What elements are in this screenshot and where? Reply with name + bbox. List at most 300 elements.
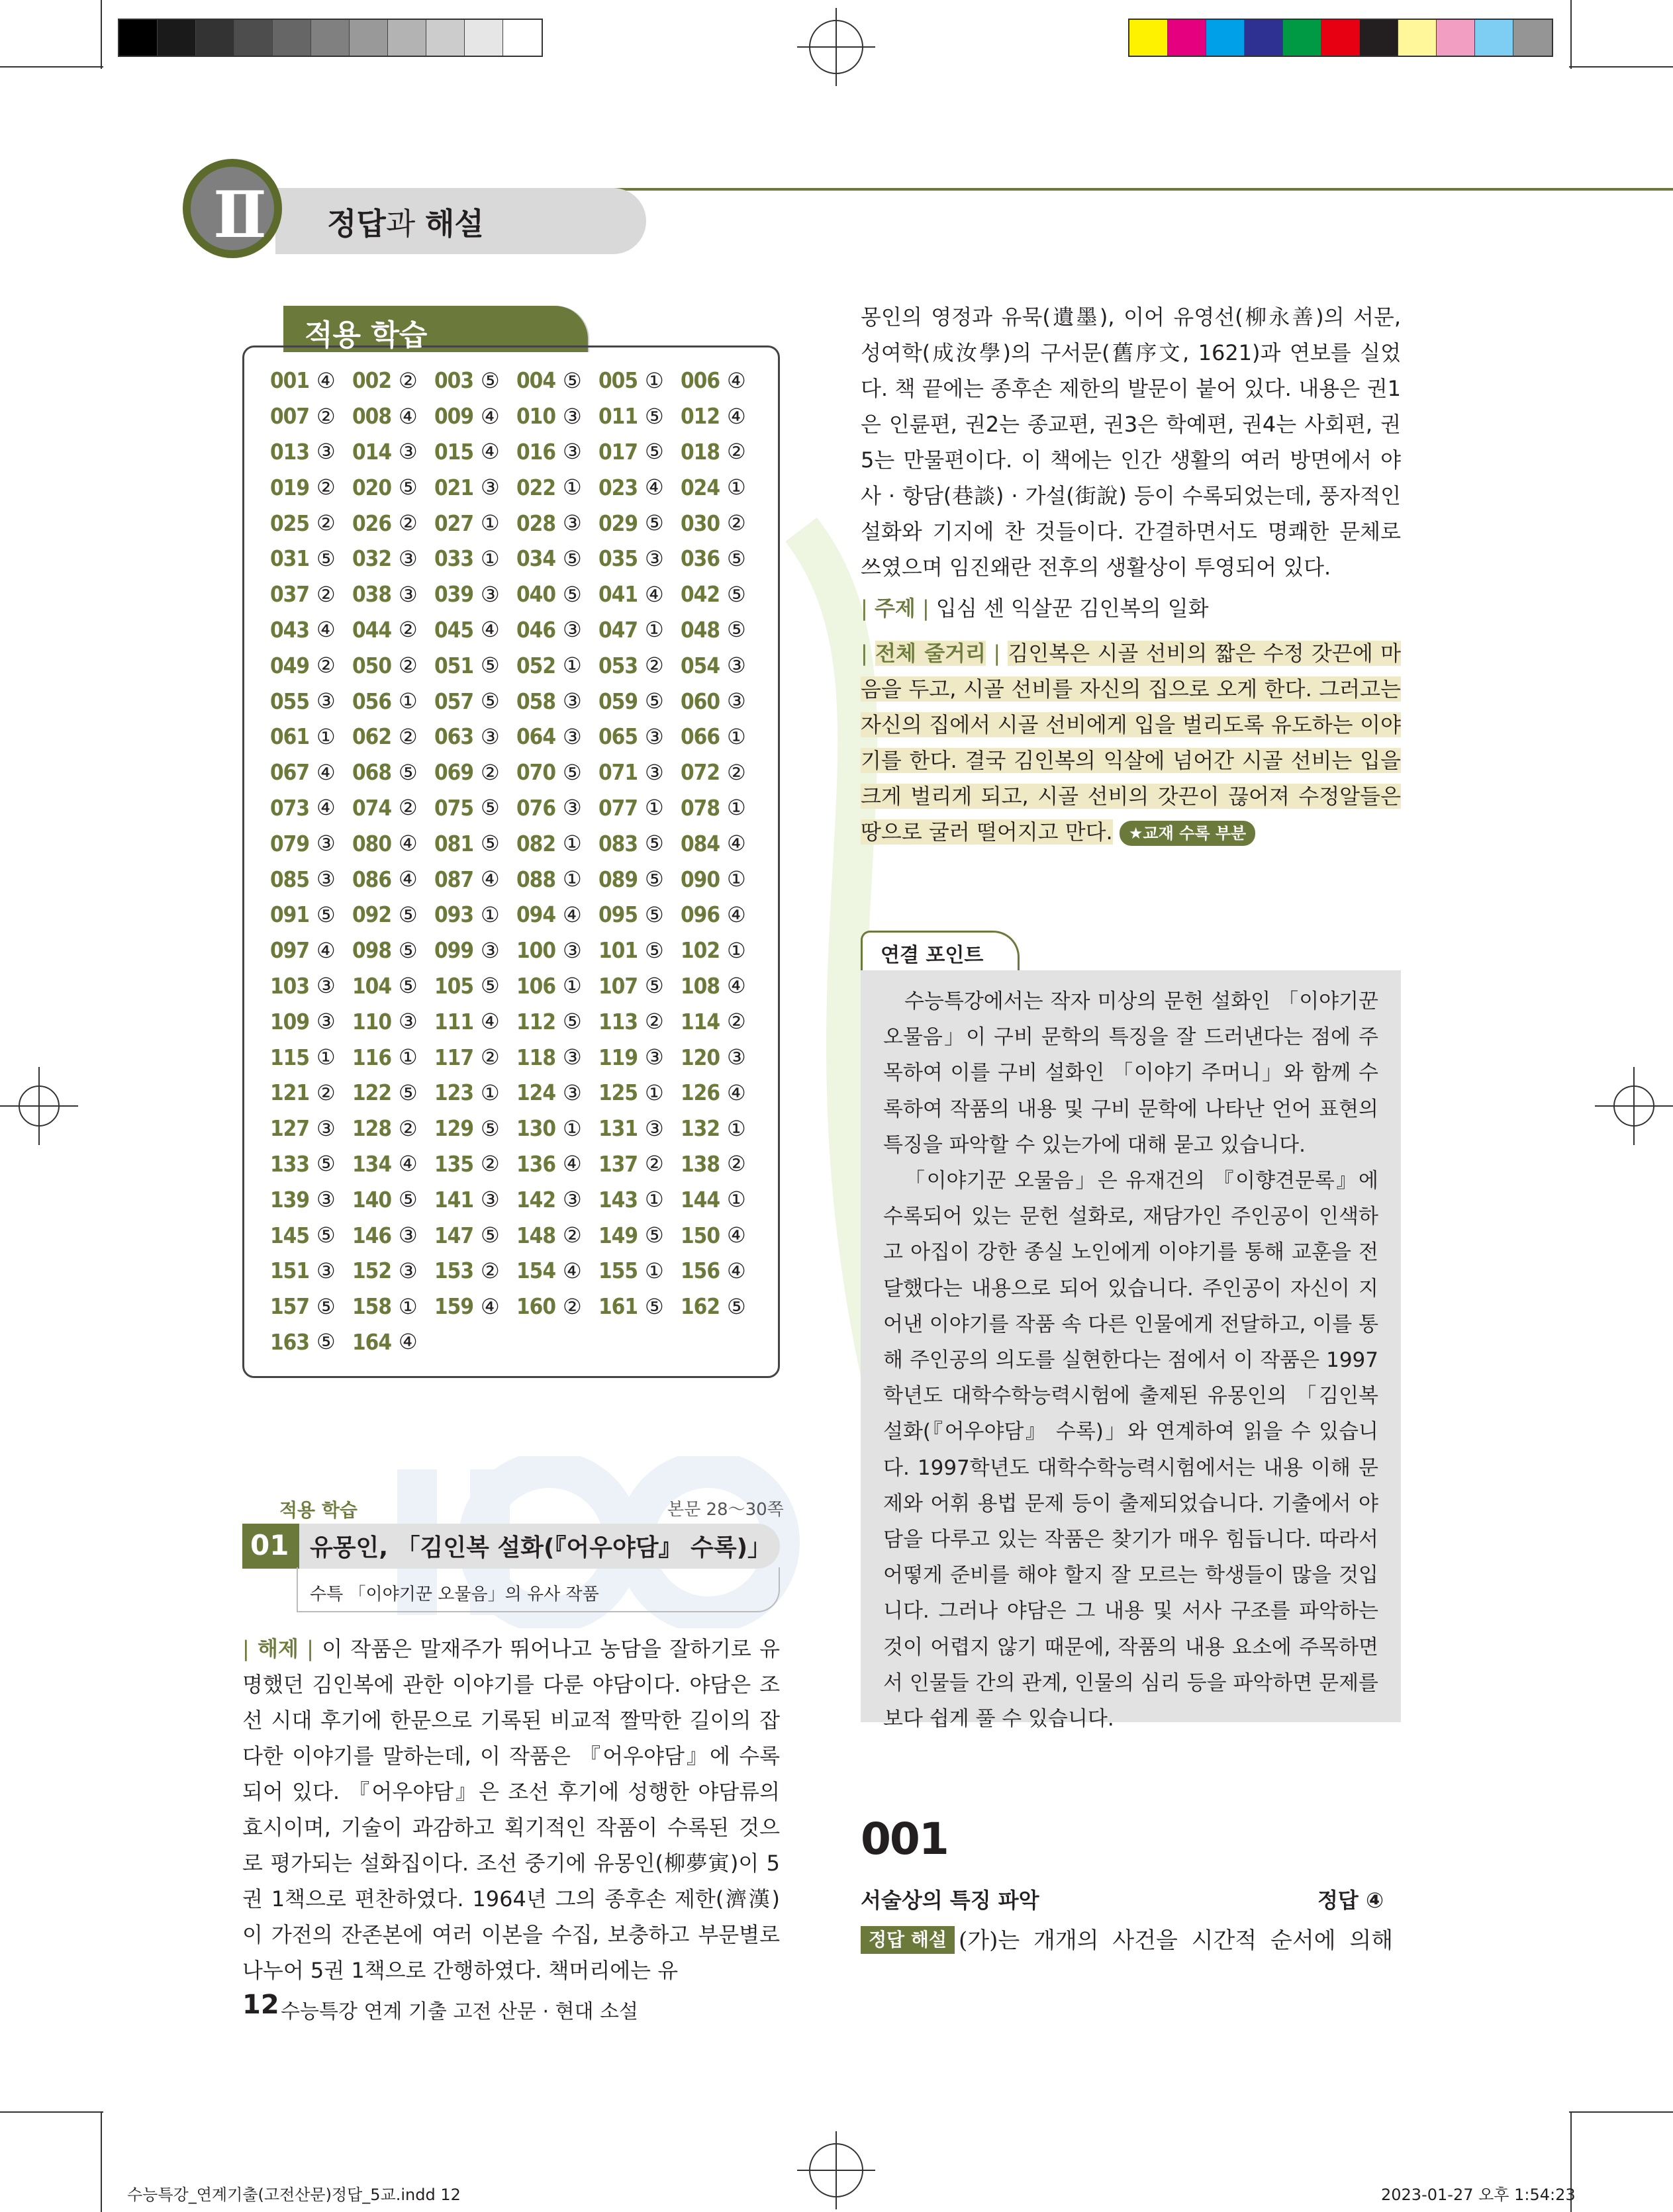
answer-item-choice: ③ [563,937,582,963]
answer-item-choice: ③ [563,1080,582,1105]
section-number: 01 [250,1529,289,1561]
answer-item [352,719,434,755]
answer-item-choice: ④ [727,367,746,393]
color-swatch [503,20,542,56]
answer-item-choice: ① [563,866,582,892]
answer-item-choice: ⑤ [481,831,500,856]
answer-item [681,1003,763,1039]
answer-item [270,683,352,719]
answer-item-choice: ② [316,403,336,429]
answer-item-number: 022 [516,474,555,500]
answer-item-choice: ⑤ [316,545,336,571]
answer-item-choice: ④ [399,403,418,429]
answer-item [434,1217,516,1253]
answer-item [598,1217,681,1253]
answer-item-choice: ⑤ [316,901,336,927]
answer-item-number: 138 [681,1150,720,1177]
answer-item-choice: ② [316,510,336,536]
answer-item-choice: ② [481,1258,500,1283]
answer-item [352,1217,434,1253]
answer-item-choice: ③ [481,581,500,607]
answer-item-choice: ⑤ [563,367,582,393]
answer-item-number: 066 [681,723,720,750]
color-swatch [350,20,388,56]
answer-item [270,612,352,648]
chapter-title: 정답과 해설 [327,206,484,242]
answer-item-choice: ① [563,653,582,678]
answer-item [434,1003,516,1039]
answer-item-number: 126 [681,1080,720,1106]
answer-item-number: 114 [681,1008,720,1035]
answer-item-choice: ③ [563,1187,582,1213]
answer-item [270,1253,352,1289]
answer-item [352,1003,434,1039]
answer-item-number: 148 [516,1222,555,1248]
answer-item-choice: ④ [727,831,746,856]
answer-item-choice: ③ [563,1044,582,1070]
answer-item-number: 030 [681,510,720,536]
answer-item-number: 065 [598,723,638,750]
answer-item-choice: ② [316,475,336,500]
answer-item [352,505,434,541]
answer-item-number: 008 [352,403,391,430]
answer-item [681,897,763,933]
print-slug-filename: 수능특강_연계기출(고전산문)정답_5교.indd 12 [127,2186,461,2204]
answer-item [598,1039,681,1075]
theme-label: 주제 [874,596,916,621]
answer-item-number: 092 [352,901,391,928]
answer-item-number: 145 [270,1222,309,1248]
answer-item [598,897,681,933]
section-title: 유몽인, 「김인복 설화(『어우야담』 수록)」 [310,1534,772,1561]
answer-item-number: 034 [516,545,555,572]
answer-item-number: 076 [516,794,555,821]
answer-item-choice: ③ [399,1258,418,1283]
question-topic: 서술상의 특징 파악 [861,1888,1039,1913]
answer-item-choice: ⑤ [399,901,418,927]
answer-item [352,933,434,968]
answer-item-number: 149 [598,1222,638,1248]
answer-item [598,719,681,755]
answer-item-choice: ⑤ [645,1293,664,1319]
answer-item [270,933,352,968]
answer-item-choice: ① [481,510,500,536]
answer-item-choice: ④ [316,759,336,785]
answer-item-choice: ④ [645,581,664,607]
answer-item [598,398,681,434]
answer-item-number: 121 [270,1080,309,1106]
answer-item-number: 152 [352,1258,391,1284]
answer-item [516,1253,598,1289]
answer-item-choice: ⑤ [481,367,500,393]
process-color-bar [1128,19,1553,57]
answer-item-choice: ② [645,1151,664,1177]
answer-item [681,576,763,612]
answer-item-number: 058 [516,688,555,714]
answer-item-choice: ⑤ [399,973,418,999]
answer-item-number: 153 [434,1258,473,1284]
answer-item-choice: ② [316,581,336,607]
answer-item-choice: ② [399,510,418,536]
answer-item-choice: ③ [316,439,336,465]
answer-item-number: 038 [352,581,391,608]
answer-item-choice: ④ [563,1258,582,1283]
answer-item-choice: ③ [481,1187,500,1213]
answer-item-number: 068 [352,759,391,786]
answer-item [270,647,352,683]
answer-item-number: 003 [434,367,473,394]
answer-item-number: 131 [598,1115,638,1142]
answer-item-choice: ① [399,1044,418,1070]
answer-item-number: 159 [434,1293,473,1320]
textbook-included-badge: ★교재 수록 부분 [1120,821,1255,846]
answer-item-number: 001 [270,367,309,394]
answer-item-number: 018 [681,438,720,465]
answer-item-number: 020 [352,474,391,500]
answer-item [270,897,352,933]
answer-item-number: 040 [516,581,555,608]
answer-item [516,612,598,648]
answer-item [434,1181,516,1217]
answer-item-choice: ② [481,759,500,785]
answer-item-choice: ⑤ [727,617,746,643]
answer-item-number: 104 [352,972,391,999]
answer-item-number: 129 [434,1115,473,1142]
answer-item-number: 055 [270,688,309,714]
answer-item-number: 150 [681,1222,720,1248]
answer-item [681,1111,763,1146]
answer-item [434,647,516,683]
answers-section-label: 적용 학습 [305,318,428,352]
answer-item-choice: ③ [399,1222,418,1248]
answer-item [681,398,763,434]
answer-item-choice: ③ [563,439,582,465]
color-swatch [196,20,234,56]
answer-item-choice: ⑤ [563,545,582,571]
answer-item [434,933,516,968]
answer-item-choice: ④ [316,795,336,821]
answer-item-number: 061 [270,723,309,750]
answer-item-choice: ④ [727,901,746,927]
answer-item-choice: ② [645,1009,664,1035]
answer-item [434,434,516,470]
answer-item-choice: ⑤ [481,653,500,678]
answer-item-number: 006 [681,367,720,394]
answer-item [516,683,598,719]
answer-item-number: 043 [270,616,309,643]
answer-item-number: 033 [434,545,473,572]
answer-item-choice: ③ [316,1187,336,1213]
color-swatch [1475,20,1513,56]
answer-item-choice: ③ [727,688,746,714]
color-swatch [1398,20,1437,56]
answer-item-choice: ④ [481,1009,500,1035]
answer-item-number: 124 [516,1080,555,1106]
crop-mark [0,2111,103,2113]
registration-mark-top [797,8,875,86]
answer-item-number: 083 [598,830,638,856]
answer-item [270,755,352,790]
answer-item [516,968,598,1004]
answer-item-choice: ④ [399,866,418,892]
crop-mark [101,0,102,69]
color-swatch [1129,20,1168,56]
answer-item-number: 046 [516,616,555,643]
answer-item-number: 088 [516,866,555,892]
answer-item [598,434,681,470]
plot-text: 김인복은 시골 선비의 짧은 수정 갓끈에 마음을 두고, 시골 선비를 자신의 집으로 오게 한다. 그러고는 자신의 집에서 시골 선비에게 입을 벌리도록 유도하는 이야기를 한다. 결국 김인복의 익살에 넘어간 시골 선비는 입을 크게 벌리게 되고, 시골 선비의 갓끈이 끊어져 수정알들은 땅으로 굴러 떨어지고 만다. [861,641,1402,845]
answer-item [681,719,763,755]
answer-item-number: 140 [352,1186,391,1213]
answer-item [352,647,434,683]
plot-summary: | 전체 줄거리 | 김인복은 시골 선비의 짧은 수정 갓끈에 마음을 두고, 시골 선비를 자신의 집으로 오게 한다. 그러고는 자신의 집에서 시골 선비에게 입을 벌리도록 유도하는 이야기를 한다. 결국 김인복의 익살에 넘어간 시골 선비는 입을 크게 벌리게 되고, 시골 선비의 갓끈이 끊어져 수정알들은 땅으로 굴러 떨어지고 만다. ★교재 수록 부분 [861,641,1402,845]
answer-item [516,398,598,434]
answer-item-number: 139 [270,1186,309,1213]
answer-item-number: 041 [598,581,638,608]
answer-item-choice: ② [399,617,418,643]
color-swatch [1437,20,1475,56]
answer-item-number: 056 [352,688,391,714]
answer-item-choice: ⑤ [481,973,500,999]
answer-item-choice: ① [563,475,582,500]
answer-item [516,1111,598,1146]
answer-item [681,469,763,505]
answer-item-number: 023 [598,474,638,500]
answer-item-choice: ③ [316,831,336,856]
answer-item-choice: ③ [727,653,746,678]
answer-item-choice: ① [645,1080,664,1105]
answer-item-number: 134 [352,1150,391,1177]
answer-item-number: 009 [434,403,473,430]
answer-item-number: 128 [352,1115,391,1142]
answer-item [352,683,434,719]
answer-item [352,968,434,1004]
answer-item-choice: ② [399,653,418,678]
answer-item-number: 115 [270,1044,309,1070]
haeje-label: 해제 [258,1636,299,1661]
answer-item [681,612,763,648]
answer-item-choice: ① [727,475,746,500]
answer-item-number: 032 [352,545,391,572]
answer-item-choice: ② [727,439,746,465]
answer-item [598,861,681,897]
answer-item-number: 025 [270,510,309,536]
answer-item [352,861,434,897]
answer-item [598,612,681,648]
answer-item [270,541,352,576]
answer-item [434,505,516,541]
answer-item-number: 064 [516,723,555,750]
answer-item-number: 073 [270,794,309,821]
answer-item-choice: ② [481,1151,500,1177]
answer-item-choice: ③ [316,973,336,999]
answer-item-choice: ④ [727,403,746,429]
answer-item-choice: ④ [316,367,336,393]
answer-item [270,1289,352,1324]
answer-item-number: 099 [434,937,473,964]
answer-item-number: 162 [681,1293,720,1320]
answer-item-number: 137 [598,1150,638,1177]
answer-item-number: 133 [270,1150,309,1177]
answer-item-choice: ③ [563,617,582,643]
answer-item-choice: ③ [645,759,664,785]
answer-item-number: 019 [270,474,309,500]
answer-item-number: 108 [681,972,720,999]
answer-item [434,469,516,505]
answer-item [516,1003,598,1039]
answer-item-choice: ③ [399,581,418,607]
color-swatch [1360,20,1398,56]
answer-item-number: 155 [598,1258,638,1284]
answer-item-choice: ① [727,723,746,749]
answer-item [681,1039,763,1075]
answer-item [681,647,763,683]
answer-item-choice: ③ [481,475,500,500]
answer-item-number: 100 [516,937,555,964]
color-swatch [1168,20,1206,56]
answer-item [598,1111,681,1146]
answer-item-number: 062 [352,723,391,750]
answer-item-choice: ② [727,759,746,785]
answer-item [516,719,598,755]
answer-item-number: 086 [352,866,391,892]
answer-item [598,1075,681,1111]
answer-item-number: 081 [434,830,473,856]
answer-item [270,1039,352,1075]
answer-item-number: 067 [270,759,309,786]
answer-item-choice: ② [727,510,746,536]
answer-item-choice: ④ [481,403,500,429]
answer-item [352,612,434,648]
answer-item-choice: ① [481,901,500,927]
answer-item [681,790,763,826]
answer-item-number: 048 [681,616,720,643]
connection-paragraph-2: 「이야기꾼 오물음」은 유재건의 『이향견문록』에 수록되어 있는 문헌 설화로, 재담가인 주인공이 인색하고 아집이 강한 종실 노인에게 이야기를 통해 교훈을 전달했다는 내용으로 되어 있습니다. 주인공이 자신이 지어낸 이야기를 작품 속 다른 인물에게 전달하고, 이를 통해 주인공의 의도를 실현한다는 점에서 이 작품은 1997학년도 대학수학능력시험에 출제된 유몽인의 「김인복 설화(『어우야담』 수록)」와 연계하여 읽을 수 있습니다. 1997학년도 대학수학능력시험에서는 내용 이해 문제와 어휘 용법 문제 등이 출제되었습니다. 기출에서 야담을 다루고 있는 작품은 찾기가 매우 힘듭니다. 따라서 어떻게 준비를 해야 할지 잘 모르는 학생들이 많을 것입니다. 그러나 야담은 그 내용 및 서사 구조를 파악하는 것이 어렵지 않기 때문에, 작품의 내용 요소에 주목하면서 인물들 간의 관계, 인물의 심리 등을 파악하면 문제를 보다 쉽게 풀 수 있습니다. [883,1169,1378,1731]
answer-item-number: 010 [516,403,555,430]
answer-item-choice: ⑤ [399,1187,418,1213]
answer-item-choice: ④ [481,439,500,465]
question-answer: 정답 ④ [1317,1888,1384,1913]
answer-item [516,790,598,826]
crop-mark [1570,0,1572,69]
answer-item-choice: ④ [481,866,500,892]
answer-item [516,897,598,933]
answer-item [434,1039,516,1075]
answer-item-choice: ① [727,1187,746,1213]
answer-item-choice: ⑤ [399,1080,418,1105]
answer-item-number: 037 [270,581,309,608]
answer-item-number: 090 [681,866,720,892]
answer-item [434,398,516,434]
answer-item-choice: ③ [399,545,418,571]
answer-item-number: 144 [681,1186,720,1213]
answer-item-number: 154 [516,1258,555,1284]
answer-item [434,1075,516,1111]
color-swatch [465,20,503,56]
answer-item [352,1181,434,1217]
answer-item-choice: ① [645,367,664,393]
answer-item-number: 077 [598,794,638,821]
answer-item-choice: ① [399,1293,418,1319]
answer-item [270,1111,352,1146]
answer-item [352,363,434,398]
answer-item [434,790,516,826]
color-swatch [234,20,273,56]
answer-item [270,505,352,541]
answer-item [516,1217,598,1253]
answer-item-choice: ③ [563,510,582,536]
answer-item-number: 116 [352,1044,391,1070]
answer-item [681,825,763,861]
theme-line: | 주제 | 입심 센 익살꾼 김인복의 일화 [861,596,1209,621]
answer-item [434,1111,516,1146]
answer-item-number: 106 [516,972,555,999]
answer-item [598,933,681,968]
haeje-text: 이 작품은 말재주가 뛰어나고 농담을 잘하기로 유명했던 김인복에 관한 이야기를 다룬 야담이다. 야담은 조선 시대 후기에 한문으로 기록된 비교적 짤막한 길이의 잡다한 이야기를 말하는데, 이 작품은 『어우야담』에 수록되어 있다. 『어우야담』은 조선 후기에 성행한 야담류의 효시이며, 기술이 과감하고 획기적인 작품이 수록된 것으로 평가되는 설화집이다. 조선 중기에 유몽인(柳夢寅)이 5권 1책으로 편찬하였다. 1964년 그의 종후손 제한(濟漢)이 가전의 잔존본에 여러 이본을 수집, 보충하고 부문별로 나누어 5권 1책으로 간행하였다. 책머리에는 유 [242,1636,781,1983]
answer-item [681,933,763,968]
answer-item [270,1075,352,1111]
answer-item [598,790,681,826]
answer-item-choice: ③ [563,795,582,821]
answer-item [681,1217,763,1253]
answer-key-grid [270,363,773,1359]
answer-item-number: 079 [270,830,309,856]
answer-item-number: 071 [598,759,638,786]
answer-item [516,825,598,861]
grayscale-color-bar [118,19,543,57]
color-swatch [158,20,196,56]
answer-item-number: 035 [598,545,638,572]
answer-item-number: 109 [270,1008,309,1035]
answer-item [681,363,763,398]
answer-item-number: 120 [681,1044,720,1070]
answer-item-number: 146 [352,1222,391,1248]
answer-item [516,469,598,505]
answer-item [434,1289,516,1324]
answer-item-number: 011 [598,403,638,430]
answer-item-choice: ⑤ [645,901,664,927]
answer-item [598,541,681,576]
answer-item-choice: ① [481,545,500,571]
answer-item [598,968,681,1004]
chapter-number-badge [183,159,282,258]
color-swatch [426,20,465,56]
answer-item-number: 117 [434,1044,473,1070]
answer-item-number: 163 [270,1328,309,1355]
answer-item-choice: ③ [645,723,664,749]
crop-mark [1569,2111,1673,2113]
answer-item-choice: ④ [399,1151,418,1177]
answer-item-choice: ② [399,795,418,821]
chapter-header [183,154,1600,267]
answer-item-choice: ④ [727,1258,746,1283]
answer-item [516,541,598,576]
answer-item-number: 075 [434,794,473,821]
answer-item [434,576,516,612]
answer-item-choice: ④ [727,1080,746,1105]
answer-item-choice: ③ [316,1115,336,1141]
answer-item-number: 021 [434,474,473,500]
answer-item-number: 135 [434,1150,473,1177]
answer-item [434,861,516,897]
explanation-text: (가)는 개개의 사건을 시간적 순서에 의해 [959,1927,1394,1954]
answer-item-choice: ⑤ [645,1222,664,1248]
answer-item [434,755,516,790]
answer-item-choice: ① [399,688,418,714]
answer-item-number: 093 [434,901,473,928]
answer-item-choice: ③ [645,1115,664,1141]
answer-item [270,469,352,505]
